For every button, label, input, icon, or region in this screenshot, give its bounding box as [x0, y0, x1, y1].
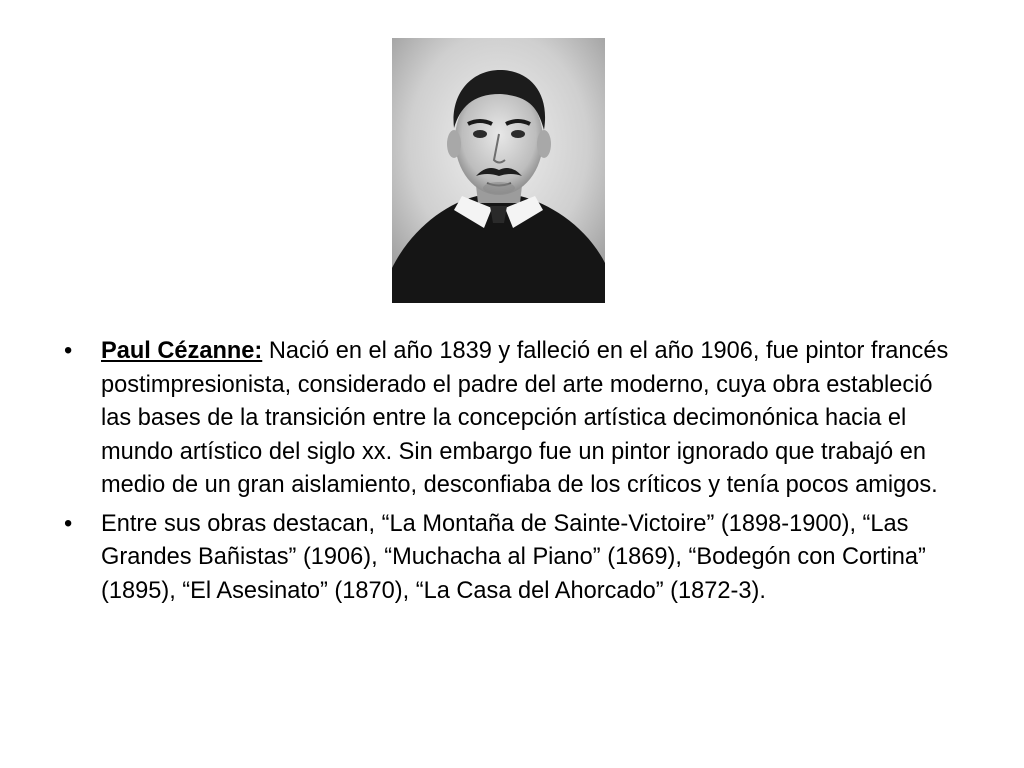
biography-text: Nació en el año 1839 y falleció en el año 1906, fue pintor francés postimpresionista, considerado el padre del arte moderno, cuya obra estableció las bases de la transición entre la concepción artística decimonónica hacia el mundo artístico del siglo xx. Sin embargo fue un pintor ignorado que trabajó en medio de un gran aislamiento, desconfiaba de los críticos y tenía pocos amigos.: [101, 338, 949, 498]
bullet-marker: •: [64, 338, 73, 364]
bullet-list: [64, 335, 969, 613]
artist-name-heading: Paul Cézanne:: [101, 338, 263, 364]
portrait-photo: [392, 38, 605, 303]
portrait-illustration: [392, 38, 605, 303]
bullet-item-works: [64, 508, 969, 609]
bullet-marker: •: [64, 510, 73, 537]
bullet-item-biography: [64, 335, 969, 503]
works-text: Entre sus obras destacan, “La Montaña de Sainte-Victoire” (1898-1900), “Las Grandes Bañistas” (1906), “Muchacha al Piano” (1869), “Bodegón con Cortina” (1895), “El Asesinato” (1870), “La Casa del Ahorcado” (1872-3).: [101, 510, 926, 604]
